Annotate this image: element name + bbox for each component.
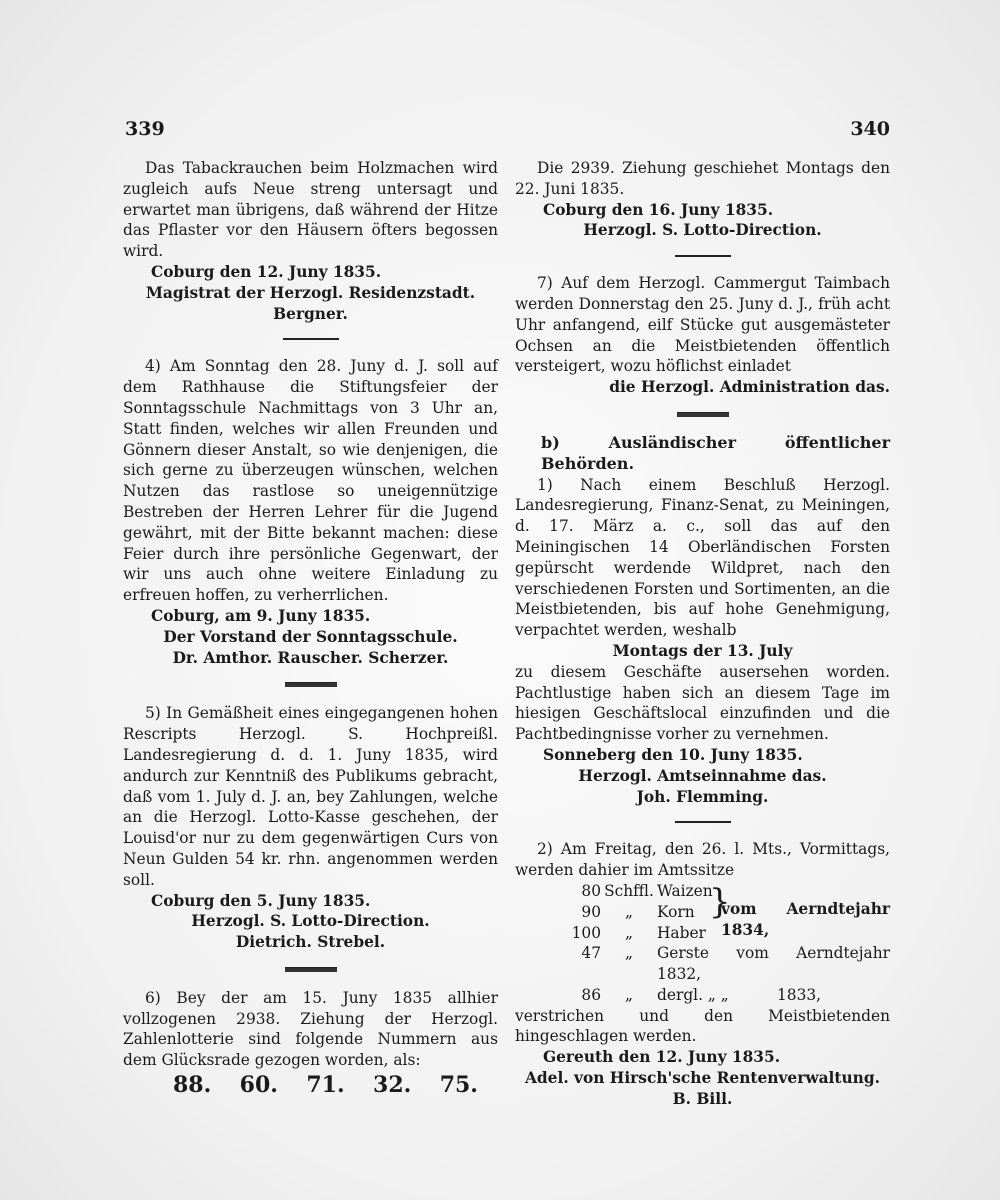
- right-column: [515, 158, 890, 1110]
- notice-b2-date: Gereuth den 12. Juny 1835.: [543, 1048, 781, 1067]
- lotto-number: 60.: [239, 1072, 278, 1099]
- notice-b2: 2) Am Freitag, den 26. l. Mts., Vormittags, werden dahier im Amtssitze: [515, 840, 890, 880]
- notice-b1-signature: Herzogl. Amtseinnahme das.: [578, 766, 827, 785]
- notice-4-signature: Der Vorstand der Sonntagsschule.: [163, 627, 458, 646]
- left-column: [123, 158, 498, 1099]
- divider: [675, 255, 731, 257]
- notice-5-signature: Herzogl. S. Lotto-Direction.: [191, 912, 430, 931]
- notice-4: 4) Am Sonntag den 28. Juny d. J. soll auf dem Rathhause die Stiftungsfeier der Sonntagsschule Nachmittags von 3 Uhr an, Statt finden, welches wir allen Freunden und Gönnern dieser Anstalt, so wie denjenigen, die sich gerne zu überzeugen wünschen, welchen Nutzen das rastlose so uneigennützige Bestreben der Herren Lehrer für die Jugend gewährt, mit der Bitte bekannt machen: diese Feier durch ihre persönliche Gegenwart, der wir uns auch ohne weitere Einladung zu erfreuen hoffen, zu verherrlichen.: [123, 357, 498, 605]
- divider: [675, 821, 731, 823]
- grain-qty: 47: [581, 944, 601, 963]
- notice-4-date: Coburg, am 9. Juny 1835.: [151, 606, 371, 625]
- divider: [283, 338, 339, 340]
- notice-b1-continued: zu diesem Geschäfte ausersehen worden. Pachtlustige haben sich an diesem Tage im hiesigen Geschäftslocal einzufinden und die Pachtbedingnisse vorher zu vernehmen.: [515, 662, 890, 744]
- grain-row: [551, 985, 890, 1006]
- grain-item: Korn: [657, 902, 695, 921]
- lotto-numbers: [123, 1071, 498, 1099]
- brace-symbol: }: [709, 881, 731, 922]
- notice-tobacco: Das Tabackrauchen beim Holzmachen wird zugleich aufs Neue streng untersagt und erwartet man übrigens, daß während der Hitze das Pflaster vor den Häusern öfters begossen wird.: [123, 159, 498, 261]
- grain-unit: „: [625, 985, 633, 1004]
- page-number-right: 340: [850, 118, 890, 140]
- notice-5-date: Coburg den 5. Juny 1835.: [151, 891, 371, 910]
- lotto-number: 75.: [439, 1072, 478, 1099]
- notice-b1-date-line: Montags der 13. July: [612, 641, 793, 660]
- grain-unit: „: [625, 923, 633, 942]
- notice-tobacco-signature: Magistrat der Herzogl. Residenzstadt.: [145, 283, 476, 302]
- section-title-foreign-authorities: b) Ausländischer öffentlicher Behörden.: [541, 432, 890, 473]
- notice-7-signature: die Herzogl. Administration das.: [609, 378, 890, 397]
- page-number-left: 339: [125, 118, 165, 140]
- notice-tobacco-date: Coburg den 12. Juny 1835.: [151, 262, 382, 281]
- grain-brace-note: vom Aerndtejahr 1834,: [721, 899, 890, 939]
- notice-4-signers: Dr. Amthor. Rauscher. Scherzer.: [172, 648, 449, 667]
- lotto-number: 32.: [373, 1072, 412, 1099]
- lotto-number: 71.: [306, 1072, 345, 1099]
- divider: [677, 412, 729, 417]
- notice-b2-signature: Adel. von Hirsch'sche Rentenverwaltung.: [524, 1069, 880, 1088]
- grain-item: Gerste vom Aerndtejahr 1832,: [657, 944, 890, 984]
- notice-b1-date: Sonneberg den 10. Juny 1835.: [543, 745, 803, 764]
- notice-5: 5) In Gemäßheit eines eingegangenen hohen Rescripts Herzogl. S. Hochpreißl. Landesregierung d. d. 1. Juny 1835, wird andurch zur Kenntniß des Publikums gebracht, daß vom 1. July d. J. an, bey Zahlungen, welche an die Herzogl. Lotto-Kasse geschehen, der Louisd'or nur zu dem gegenwärtigen Curs von Neun Gulden 54 kr. rhn. angenommen werden soll.: [123, 704, 498, 889]
- divider: [285, 967, 337, 972]
- grain-qty: 80: [581, 881, 601, 900]
- notice-5-signers: Dietrich. Strebel.: [235, 933, 386, 952]
- grain-item: Haber: [657, 923, 706, 942]
- notice-b1: 1) Nach einem Beschluß Herzogl. Landesregierung, Finanz-Senat, zu Meiningen, d. 17. März a. c., soll das auf den Meiningischen 14 Oberländischen Forsten gepürscht werdende Wildpret, nach den verschiedenen Forsten und Sortimenten, an die Meistbietenden, bis auf hohe Genehmigung, verpachtet werden, weshalb: [515, 475, 890, 640]
- grain-list: [551, 881, 890, 1006]
- divider: [285, 682, 337, 687]
- grain-item: Waizen: [657, 881, 713, 900]
- lotto-number: 88.: [173, 1072, 212, 1099]
- grain-unit: „: [625, 944, 633, 963]
- notice-6-date: Coburg den 16. Juny 1835.: [543, 200, 774, 219]
- grain-unit: Schffl.: [604, 881, 654, 900]
- grain-item: dergl. „ „: [657, 985, 729, 1004]
- grain-year: 1833,: [777, 985, 822, 1004]
- grain-qty: 90: [581, 902, 601, 921]
- grain-unit: „: [625, 902, 633, 921]
- grain-qty: 100: [571, 923, 601, 942]
- notice-7: 7) Auf dem Herzogl. Cammergut Taimbach werden Donnerstag den 25. Juny d. J., früh acht Uhr anfangend, eilf Stücke gut ausgemästeter Ochsen an die Meistbietenden öffentlich versteigert, wozu höflichst einladet: [515, 274, 890, 376]
- notice-6: 6) Bey der am 15. Juny 1835 allhier vollzogenen 2938. Ziehung der Herzogl. Zahlenlotterie sind folgende Nummern aus dem Glücksrade gezogen worden, als:: [123, 988, 498, 1070]
- notice-6-signature: Herzogl. S. Lotto-Direction.: [583, 221, 822, 240]
- notice-tobacco-signer: Bergner.: [273, 304, 348, 323]
- grain-qty: 86: [581, 985, 601, 1004]
- notice-b1-signer: Joh. Flemming.: [636, 787, 769, 806]
- grain-row: [551, 943, 890, 985]
- notice-6-continued: Die 2939. Ziehung geschiehet Montags den 22. Juni 1835.: [515, 159, 890, 198]
- notice-b2-continued: verstrichen und den Meistbietenden hingeschlagen werden.: [515, 1006, 890, 1046]
- notice-b2-signer: B. Bill.: [672, 1089, 733, 1108]
